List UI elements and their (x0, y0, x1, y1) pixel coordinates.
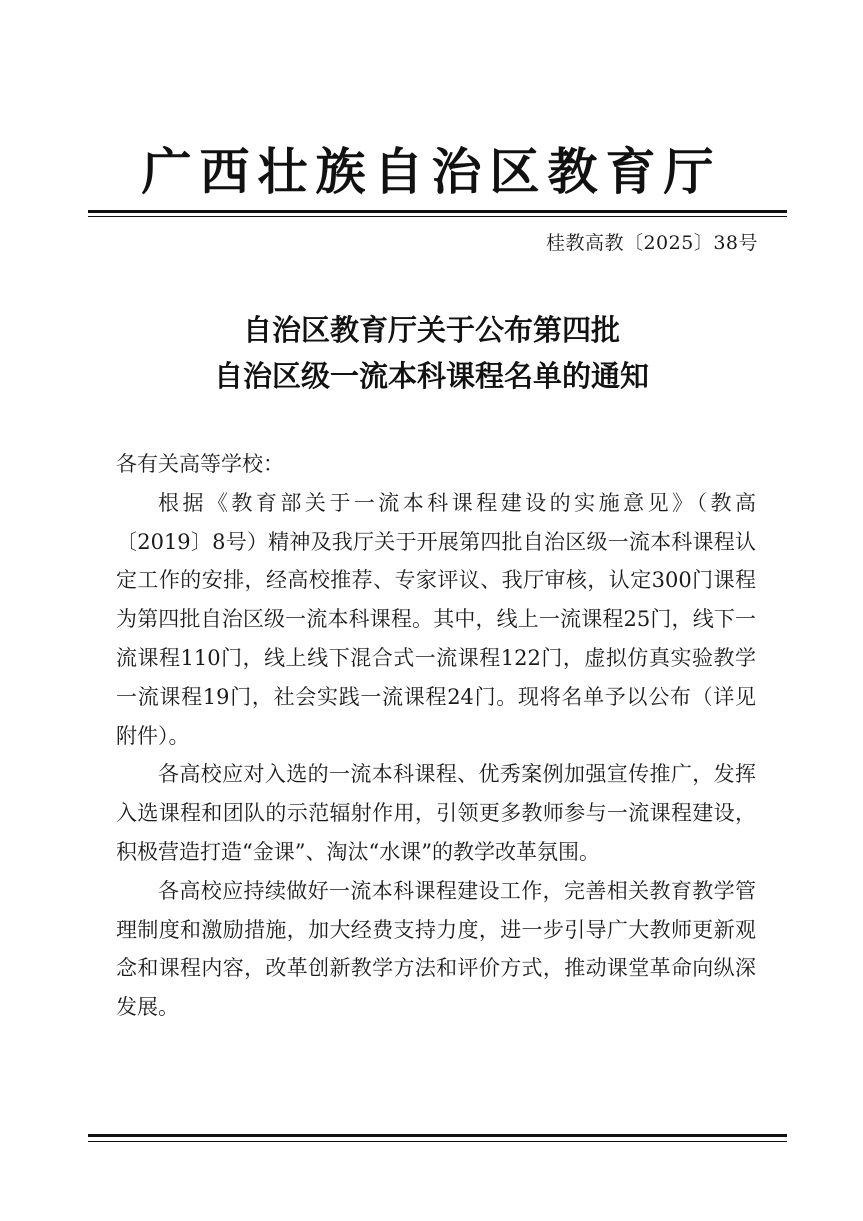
issuer-header: 广西壮族自治区教育厅 (141, 143, 722, 201)
document-title-line-2: 自治区级一流本科课程名单的通知 (213, 359, 649, 393)
header-divider-thin (88, 216, 787, 217)
salutation: 各有关高等学校： (116, 452, 284, 476)
body-paragraph: 各高校应持续做好一流本科课程建设工作，完善相关教育教学管理制度和激励措施，加大经费支持力度，进一步引导广大教师更新观念和课程内容，改革创新教学方法和评价方式，推动课堂革命向纵深发展。 (116, 878, 756, 1020)
document-title-line-1: 自治区教育厅关于公布第四批 (242, 313, 620, 347)
header-divider-thick (88, 210, 787, 213)
document-number: 桂教高教〔2025〕38号 (545, 232, 758, 254)
body-paragraph: 根据《教育部关于一流本科课程建设的实施意见》（教高〔2019〕8号）精神及我厅关于开展第四批自治区级一流本科课程认定工作的安排，经高校推荐、专家评议、我厅审核，认定300门课程为第四批自治区级一流本科课程。其中，线上一流课程25门，线下一流课程110门，线上线下混合式一流课程122门，虚拟仿真实验教学一流课程19门，社会实践一流课程24门。现将名单予以公布（详见附件）。 (116, 490, 756, 748)
body-paragraph: 各高校应对入选的一流本科课程、优秀案例加强宣传推广，发挥入选课程和团队的示范辐射作用，引领更多教师参与一流课程建设，积极营造打造“金课”、淘汰“水课”的教学改革氛围。 (116, 762, 756, 864)
footer-divider-thin (88, 1141, 787, 1142)
document-body (116, 445, 756, 1027)
footer-divider-thick (88, 1134, 787, 1137)
